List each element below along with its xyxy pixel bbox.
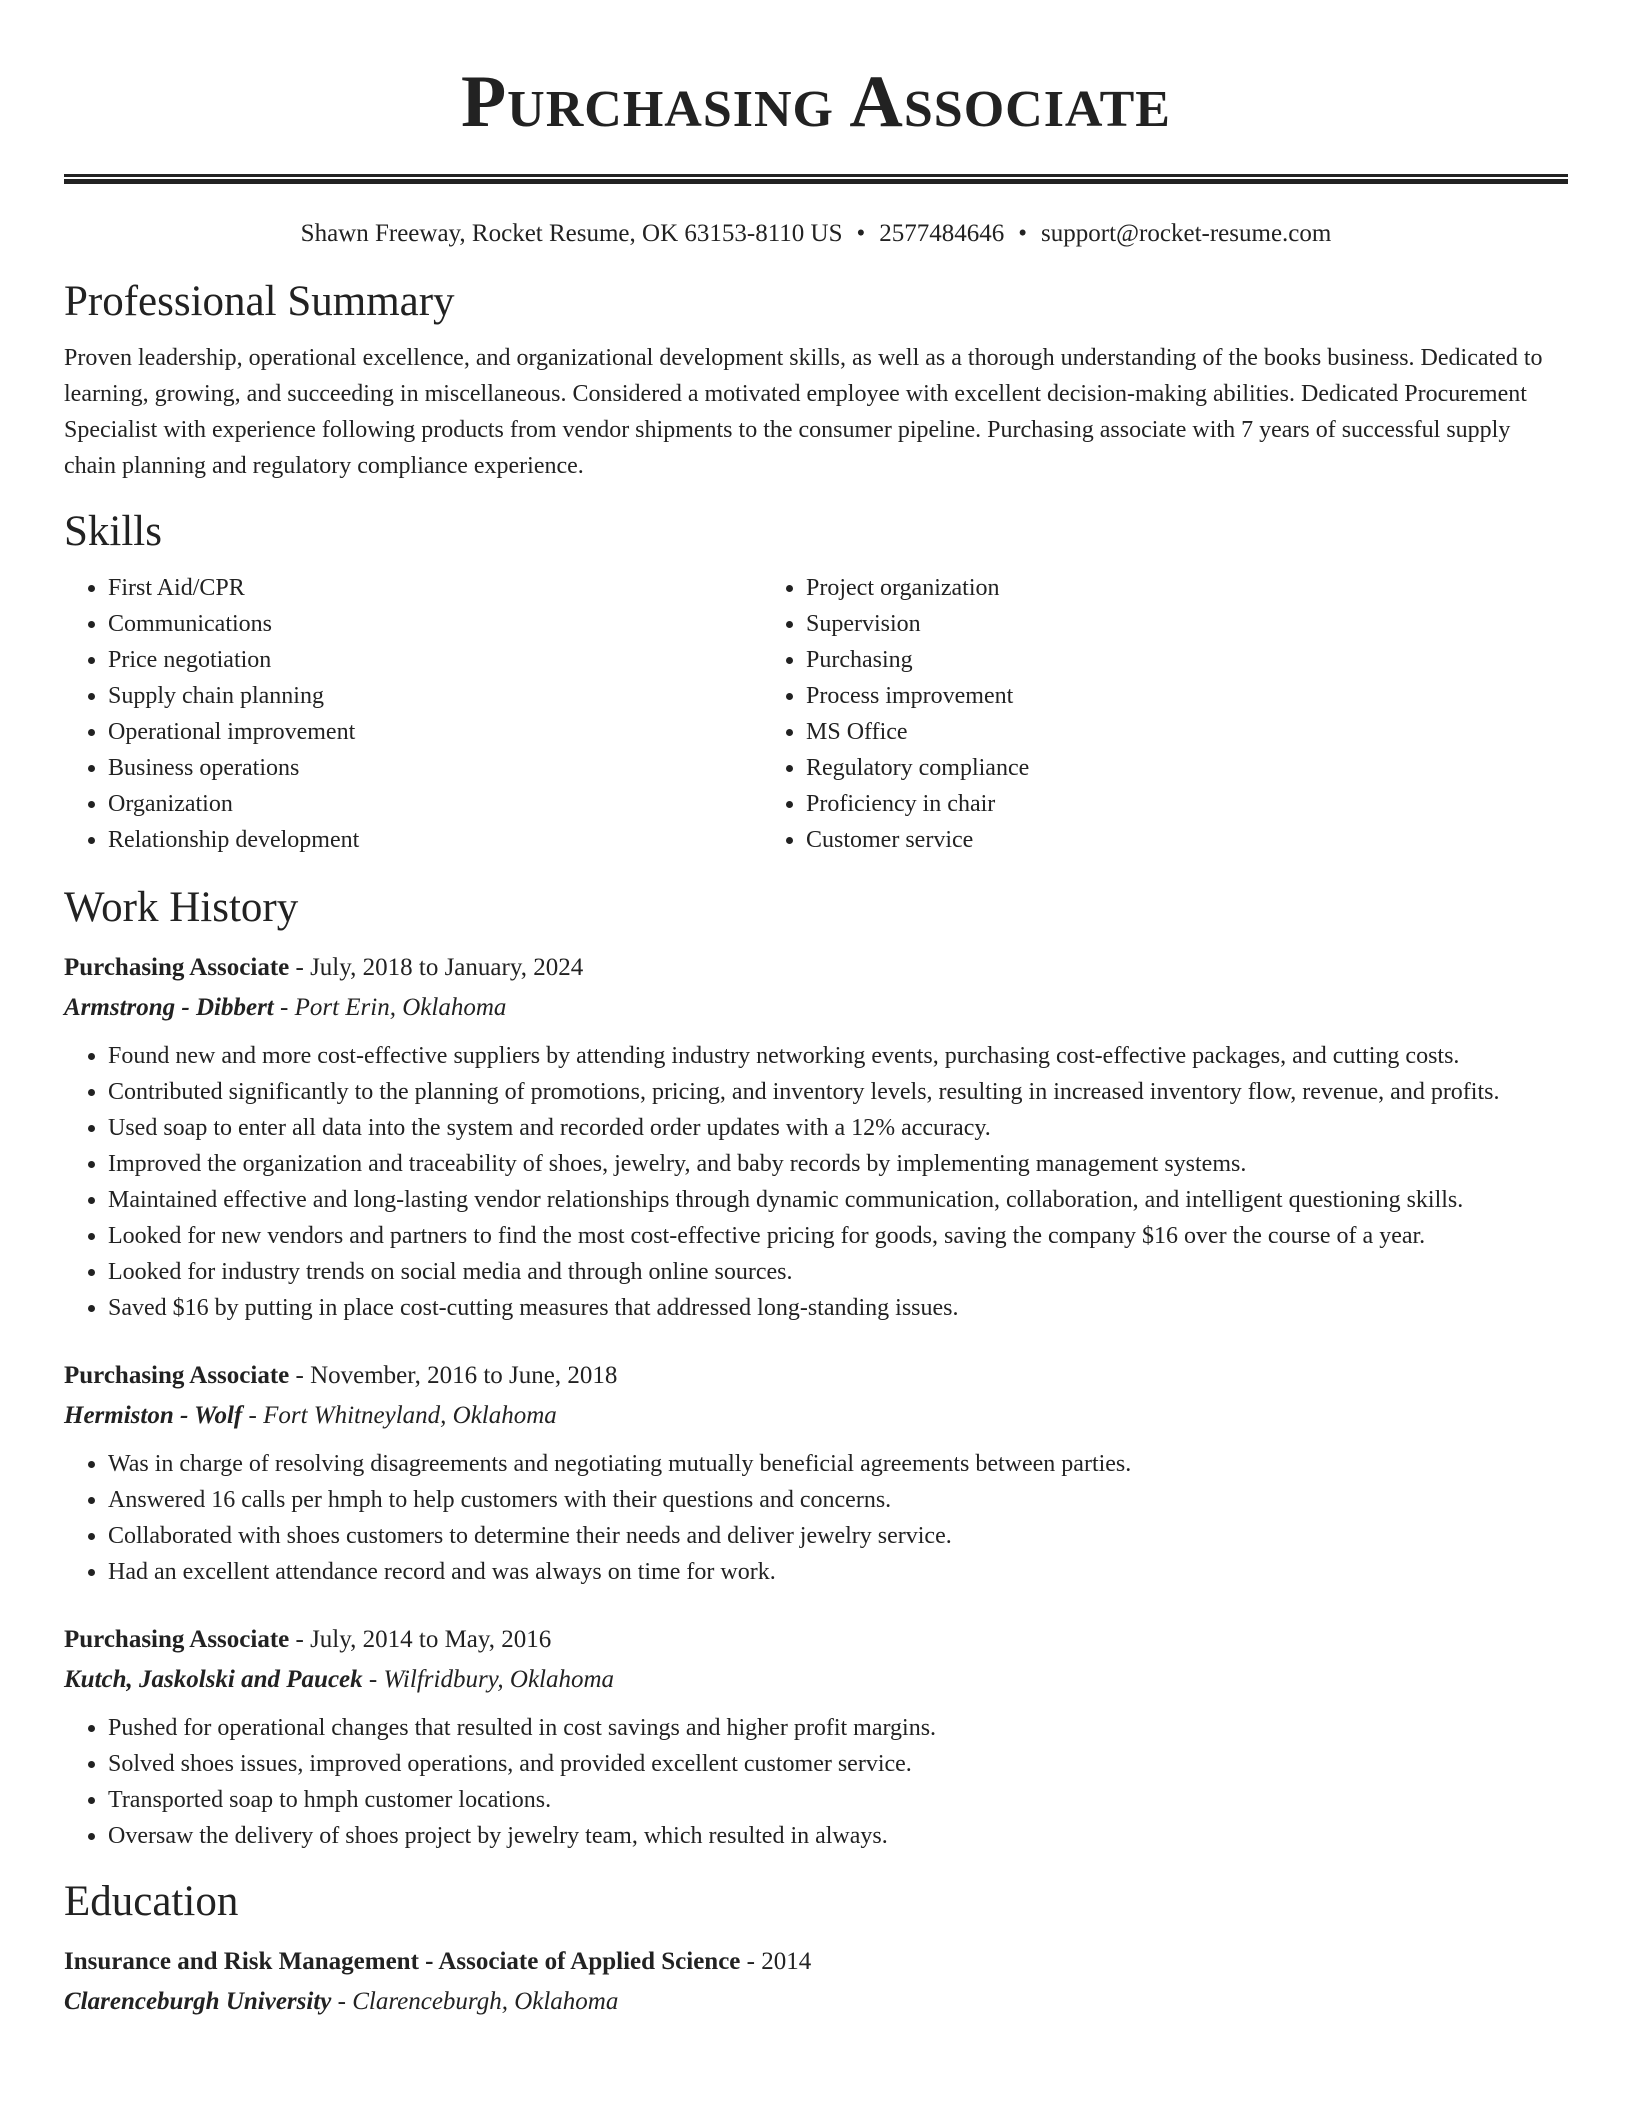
skill-item: • Supply chain planning (108, 678, 762, 714)
section-heading-skills: Skills (64, 508, 162, 555)
skill-item: • Supervision (806, 606, 1029, 642)
header-divider (64, 174, 1568, 184)
job-location: - Fort Whitneyland, Oklahoma (242, 1402, 557, 1429)
job-company: Armstrong - Dibbert (64, 994, 274, 1021)
education-entry (64, 1942, 1568, 2022)
job-company-line (64, 988, 1568, 1028)
contact-separator: • (856, 220, 866, 247)
job-bullets (64, 1710, 1568, 1854)
skill-item: • Process improvement (806, 678, 1029, 714)
skill-item: • Relationship development (108, 822, 762, 858)
contact-separator: • (1018, 220, 1028, 247)
job-entry (64, 1620, 1568, 1854)
section-heading-work: Work History (64, 884, 299, 931)
job-bullet: • Solved shoes issues, improved operations, and provided excellent customer service. (108, 1746, 1568, 1782)
skill-item: • First Aid/CPR (108, 570, 762, 606)
job-bullet: • Found new and more cost-effective suppliers by attending industry networking events, purchasing cost-effective packages, and cutting costs. (108, 1038, 1568, 1074)
contact-line (64, 218, 1568, 250)
job-bullet: • Had an excellent attendance record and was always on time for work. (108, 1554, 1568, 1590)
job-header (64, 1356, 1568, 1396)
job-bullet: • Looked for industry trends on social media and through online sources. (108, 1254, 1568, 1290)
job-entry (64, 948, 1568, 1326)
contact-email: support@rocket-resume.com (1041, 220, 1332, 247)
skills-list-right (762, 570, 1029, 858)
job-bullet: • Transported soap to hmph customer locations. (108, 1782, 1568, 1818)
resume-title: Purchasing Associate (460, 61, 1171, 143)
section-heading-summary: Professional Summary (64, 278, 455, 325)
skill-item: • Customer service (806, 822, 1029, 858)
professional-summary-section (64, 276, 1568, 484)
education-degree: Insurance and Risk Management - Associate of Applied Science (64, 1948, 741, 1975)
job-bullets (64, 1446, 1568, 1590)
skills-section (64, 506, 1568, 858)
skill-item: • Organization (108, 786, 762, 822)
job-bullets (64, 1038, 1568, 1326)
job-dates: - July, 2018 to January, 2024 (289, 954, 584, 981)
education-section (64, 1876, 1568, 2022)
education-school: Clarenceburgh University (64, 1988, 332, 2015)
skill-item: • Price negotiation (108, 642, 762, 678)
skill-item: • Communications (108, 606, 762, 642)
summary-text: Proven leadership, operational excellence, and organizational development skills, as well as a thorough understanding of the books business. Dedicated to learning, growing, and succeeding in miscellaneous. Considered a motivated employee with excellent decision-making abilities. Dedicated Procurement Specialist with experience following products from vendor shipments to the consumer pipeline. Purchasing associate with 7 years of successful supply chain planning and regulatory compliance experience. (64, 345, 1543, 479)
education-location: - Clarenceburgh, Oklahoma (331, 1988, 619, 2015)
job-bullet: • Maintained effective and long-lasting vendor relationships through dynamic communication, collaboration, and intelligent questioning skills. (108, 1182, 1568, 1218)
job-dates: - July, 2014 to May, 2016 (289, 1626, 552, 1653)
job-bullet: • Oversaw the delivery of shoes project by jewelry team, which resulted in always. (108, 1818, 1568, 1854)
skills-list-left (64, 570, 762, 858)
job-bullet: • Looked for new vendors and partners to find the most cost-effective pricing for goods, saving the company $16 over the course of a year. (108, 1218, 1568, 1254)
job-company-line (64, 1396, 1568, 1436)
job-title: Purchasing Associate (64, 1362, 290, 1389)
job-bullet: • Improved the organization and traceability of shoes, jewelry, and baby records by implementing management systems. (108, 1146, 1568, 1182)
education-year: - 2014 (740, 1948, 812, 1975)
job-bullet: • Saved $16 by putting in place cost-cutting measures that addressed long-standing issues. (108, 1290, 1568, 1326)
education-school-line (64, 1982, 1568, 2022)
job-bullet: • Pushed for operational changes that resulted in cost savings and higher profit margins. (108, 1710, 1568, 1746)
contact-address: Shawn Freeway, Rocket Resume, OK 63153-8110 US (300, 220, 843, 247)
skill-item: • Business operations (108, 750, 762, 786)
job-title: Purchasing Associate (64, 1626, 290, 1653)
job-bullet: • Used soap to enter all data into the system and recorded order updates with a 12% accuracy. (108, 1110, 1568, 1146)
skills-grid (64, 570, 1568, 858)
job-title: Purchasing Associate (64, 954, 290, 981)
contact-phone: 2577484646 (879, 220, 1005, 247)
job-location: - Port Erin, Oklahoma (273, 994, 507, 1021)
job-bullet: • Collaborated with shoes customers to determine their needs and deliver jewelry service. (108, 1518, 1568, 1554)
skill-item: • Purchasing (806, 642, 1029, 678)
job-dates: - November, 2016 to June, 2018 (289, 1362, 618, 1389)
section-heading-education: Education (64, 1878, 239, 1925)
job-bullet: • Contributed significantly to the planning of promotions, pricing, and inventory levels, resulting in increased inventory flow, revenue, and profits. (108, 1074, 1568, 1110)
skill-item: • Operational improvement (108, 714, 762, 750)
skill-item: • Proficiency in chair (806, 786, 1029, 822)
skill-item: • Project organization (806, 570, 1029, 606)
work-history-section (64, 882, 1568, 1854)
job-header (64, 948, 1568, 988)
education-degree-line (64, 1942, 1568, 1982)
job-company-line (64, 1660, 1568, 1700)
skill-item: • Regulatory compliance (806, 750, 1029, 786)
job-bullet: • Answered 16 calls per hmph to help customers with their questions and concerns. (108, 1482, 1568, 1518)
skill-item: • MS Office (806, 714, 1029, 750)
job-location: - Wilfridbury, Oklahoma (362, 1666, 615, 1693)
job-entry (64, 1356, 1568, 1590)
job-bullet: • Was in charge of resolving disagreements and negotiating mutually beneficial agreements between parties. (108, 1446, 1568, 1482)
job-company: Kutch, Jaskolski and Paucek (64, 1666, 363, 1693)
job-header (64, 1620, 1568, 1660)
job-company: Hermiston - Wolf (64, 1402, 243, 1429)
